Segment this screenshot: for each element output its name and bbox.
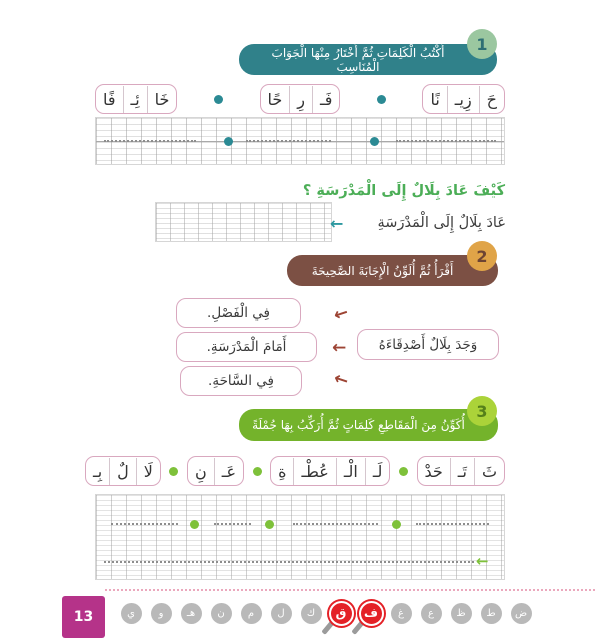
syllable-box-khaifan — [95, 84, 177, 114]
section1-writing-grid[interactable] — [95, 117, 505, 165]
syllable-cell: ئِـ — [123, 86, 147, 113]
section3-banner — [239, 409, 498, 441]
alphabet-circle-za: ظ — [451, 603, 472, 624]
syllable-box-farihan — [260, 84, 341, 114]
sentence-arrow-icon: ← — [476, 552, 489, 570]
syllable-cell: حَ — [479, 86, 504, 113]
mcq-option-label: أَمَامَ الْمَدْرَسَةِ. — [206, 339, 287, 355]
section2-banner — [287, 255, 498, 286]
alphabet-circle-fa-highlighted: ف — [359, 601, 384, 626]
syllable-cell: بِـ — [93, 461, 103, 481]
trace-line — [111, 523, 178, 525]
section1-banner — [239, 44, 497, 75]
trace-line — [104, 140, 196, 142]
alphabet-circle-ha: هـ — [181, 603, 202, 624]
syllable-box-an — [187, 456, 244, 486]
syllable-box-tahaddatha — [417, 456, 506, 486]
separator-dot-icon — [169, 467, 178, 476]
syllable-cell: الْـ — [336, 458, 365, 485]
section3-writing-grid[interactable] — [95, 494, 505, 580]
separator-dot-icon — [370, 137, 379, 146]
mcq-prompt-text: وَجَدَ بِلَالٌ أَصْدِقَاءَهُ — [378, 336, 478, 353]
section3-number-badge: 3 — [467, 396, 497, 426]
answer-line — [330, 208, 506, 238]
mcq-prompt-box — [357, 329, 499, 360]
separator-dot-icon — [224, 137, 233, 146]
trace-line — [293, 523, 378, 525]
alphabet-circle-nun: ن — [211, 603, 232, 624]
separator-dot-icon — [265, 520, 274, 529]
alphabet-circle-dad: ض — [511, 603, 532, 624]
alphabet-circle-mim: م — [241, 603, 262, 624]
alphabet-circle-ta: ط — [481, 603, 502, 624]
section2-number-badge: 2 — [467, 241, 497, 271]
syllable-cell: عُطْـ — [293, 458, 335, 485]
syllable-cell: ثَ — [474, 458, 504, 485]
syllable-cell: حًا — [267, 89, 283, 109]
syllable-box-bilal — [85, 456, 161, 486]
alphabet-circle-kaf: ك — [301, 603, 322, 624]
syllable-cell: عَـ — [214, 458, 243, 485]
alphabet-circle-waw: و — [151, 603, 172, 624]
separator-dot-icon — [377, 95, 386, 104]
separator-dot-icon — [214, 95, 223, 104]
match-arrow-icon: ← — [331, 302, 351, 326]
section3-title: أُكَوِّنُ مِنَ الْمَقَاطِعِ كَلِمَاتٍ ثُمَّ أُرَكِّبُ بِهَا جُمْلَةً — [252, 418, 465, 432]
section3-syllable-row — [85, 455, 505, 487]
alphabet-strip — [124, 601, 536, 625]
separator-dot-icon — [253, 467, 262, 476]
section1-syllable-row — [95, 84, 505, 114]
syllable-cell: نًا — [430, 89, 440, 109]
syllable-cell: تَـ — [450, 458, 474, 485]
trace-line — [246, 140, 331, 142]
page-number: 13 — [62, 596, 105, 638]
answer-arrow-icon: ← — [330, 213, 344, 233]
alphabet-circle-lam: ل — [271, 603, 292, 624]
syllable-cell: زِيـ — [447, 86, 479, 113]
syllable-cell: رِ — [289, 86, 312, 113]
syllable-cell: فَـ — [312, 86, 339, 113]
answer-writing-grid[interactable] — [155, 202, 332, 242]
syllable-box-hazinan — [422, 84, 505, 114]
separator-dot-icon — [399, 467, 408, 476]
alphabet-circle-qaf-highlighted: ق — [329, 601, 354, 626]
section1-title: أَكْتُبُ الْكَلِمَاتِ ثُمَّ أَخْتَارُ مِنْهَا الْجَوَابَ الْمُنَاسِبَ — [271, 45, 445, 74]
match-arrow-icon: ← — [332, 338, 347, 358]
syllable-cell: حَدْ — [424, 461, 443, 481]
section1-number-badge: 1 — [467, 29, 497, 59]
syllable-box-alutla — [270, 456, 390, 486]
mcq-option-yard[interactable] — [180, 366, 302, 396]
trace-line — [214, 523, 251, 525]
syllable-cell: لَا — [136, 458, 160, 485]
syllable-cell: لَـ — [365, 458, 390, 485]
alphabet-circle-ya: ي — [121, 603, 142, 624]
mcq-option-label: فِي الْفَصْلِ. — [207, 305, 270, 321]
mcq-option-classroom[interactable] — [176, 298, 301, 328]
syllable-cell: ةِ — [278, 461, 287, 481]
footer-dotted-line — [105, 589, 595, 591]
trace-line — [396, 140, 496, 142]
separator-dot-icon — [190, 520, 199, 529]
alphabet-circle-ain: ع — [421, 603, 442, 624]
alphabet-circle-ghain: غ — [391, 603, 412, 624]
sentence-line — [104, 561, 474, 563]
syllable-cell: خَا — [147, 86, 177, 113]
section2-title: أَقْرَأُ ثُمَّ أُلَوِّنُ الْإِجَابَةَ الصَّحِيحَةَ — [311, 263, 454, 278]
syllable-cell: فًا — [103, 89, 116, 109]
question-text: كَيْفَ عَادَ بِلَالٌ إِلَى الْمَدْرَسَةِ ؟ — [302, 183, 505, 199]
syllable-cell: نِ — [195, 461, 207, 481]
syllable-cell: لٌ — [109, 458, 136, 485]
trace-line — [416, 523, 489, 525]
answer-text: عَادَ بِلَالٌ إِلَى الْمَدْرَسَةِ — [377, 215, 506, 231]
match-arrow-icon: ← — [331, 368, 351, 392]
separator-dot-icon — [392, 520, 401, 529]
mcq-option-front-of-school[interactable] — [176, 332, 317, 362]
mcq-option-label: فِي السَّاحَةِ. — [208, 373, 274, 389]
